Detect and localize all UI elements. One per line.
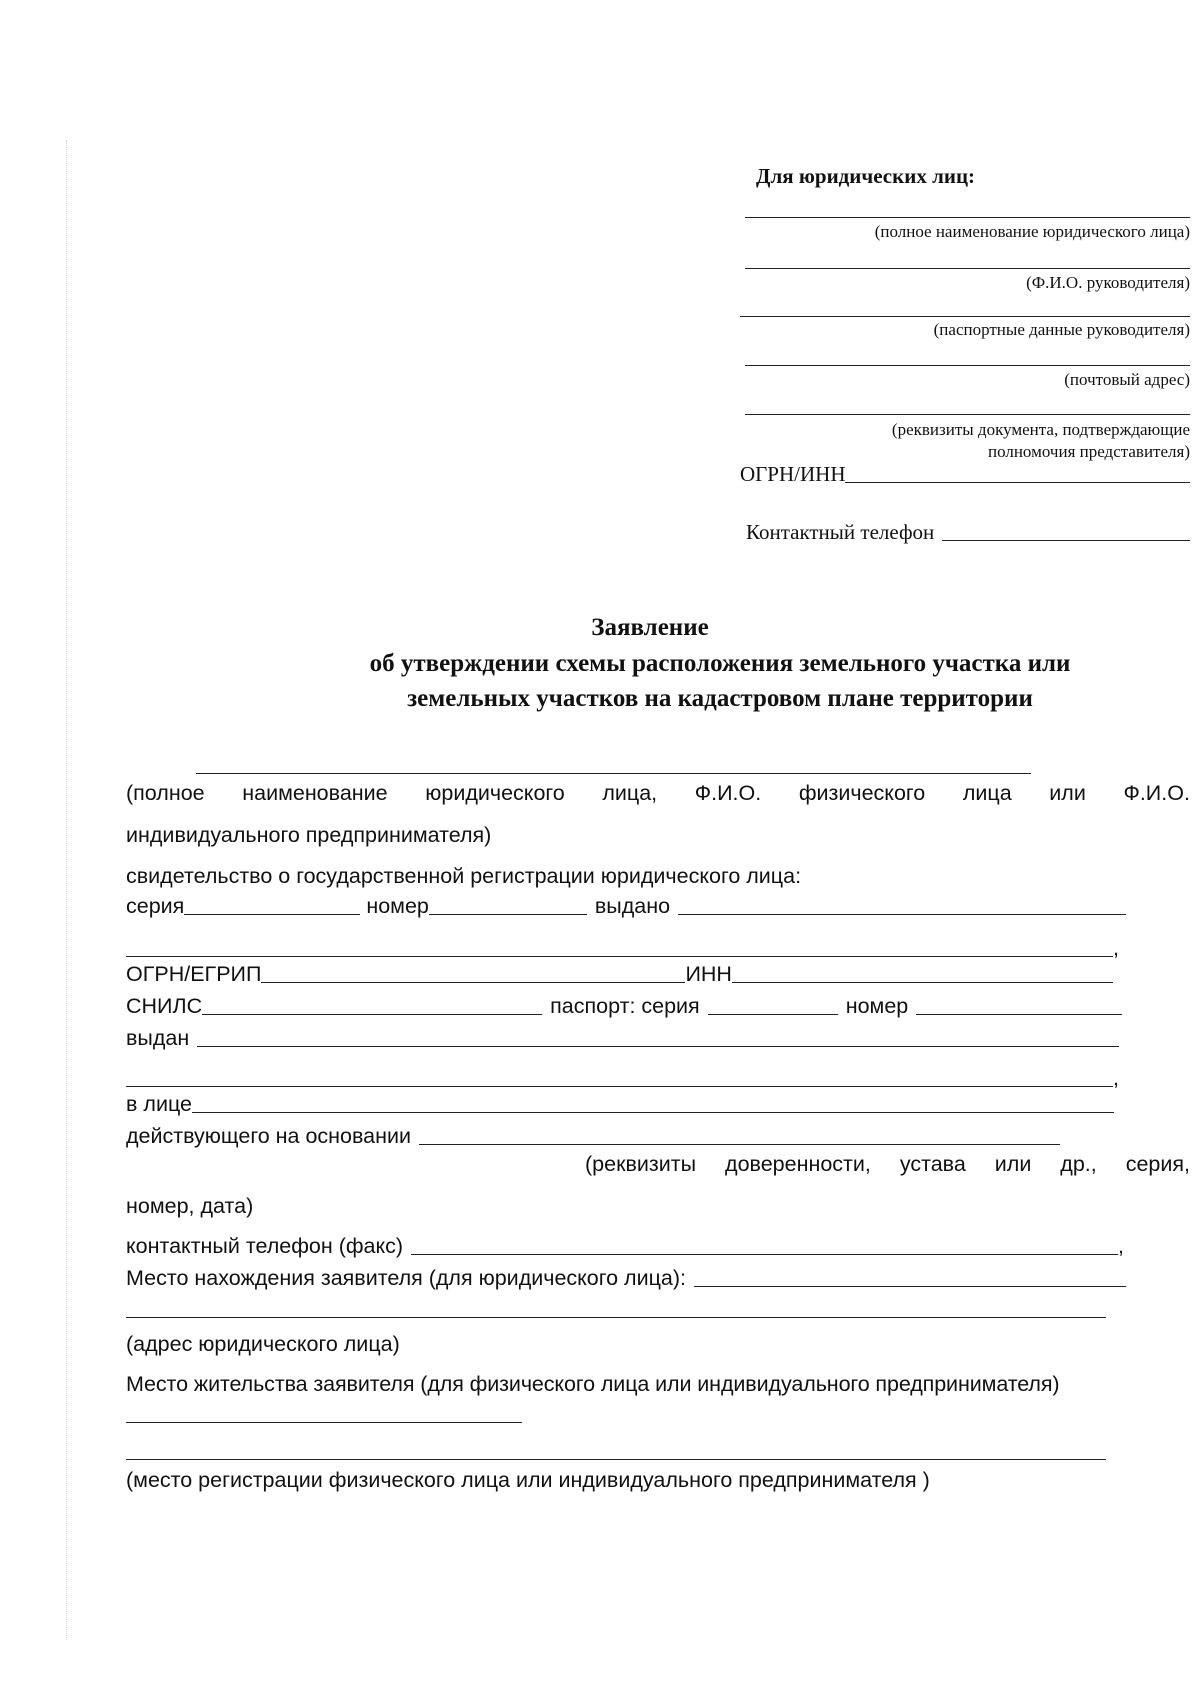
registration-caption: (место регистрации физического лица или индивидуального предпринимателя ) xyxy=(126,1468,930,1492)
scan-margin-artifact xyxy=(66,140,67,1640)
residence-blank-short xyxy=(126,1422,522,1423)
authority-caption-line1: (реквизиты документа, подтверждающие xyxy=(891,420,1190,439)
caption-word: (реквизиты xyxy=(585,1152,697,1176)
head-passport-line xyxy=(740,316,1190,317)
head-name-caption: (Ф.И.О. руководителя) xyxy=(1026,273,1190,292)
head-passport-caption: (паспортные данные руководителя) xyxy=(933,320,1190,339)
number-label: номер xyxy=(366,894,429,918)
caption-word: (полное xyxy=(126,781,205,805)
contact-phone-blank[interactable] xyxy=(411,1234,1118,1255)
applicant-caption xyxy=(126,781,1190,806)
ogrn-egrip-label: ОГРН/ЕГРИП xyxy=(126,962,262,986)
acting-basis-blank[interactable] xyxy=(419,1124,1060,1145)
document-subtitle-line2: земельных участков на кадастровом плане территории xyxy=(407,685,1033,712)
snils-label: СНИЛС xyxy=(126,994,203,1018)
issued-label: выдано xyxy=(594,894,671,918)
ogrn-egrip-blank[interactable] xyxy=(261,962,685,983)
location-label: Место нахождения заявителя (для юридического лица): xyxy=(126,1266,687,1290)
inn-blank[interactable] xyxy=(732,962,1113,983)
full-name-caption: (полное наименование юридического лица) xyxy=(874,222,1190,241)
snils-blank[interactable] xyxy=(202,994,542,1015)
requisites-caption xyxy=(585,1152,1190,1177)
location-blank[interactable] xyxy=(694,1266,1126,1287)
caption-word: др., xyxy=(1060,1152,1097,1176)
authority-caption-line2: полномочия представителя) xyxy=(987,442,1190,461)
caption-word: юридического xyxy=(425,781,565,805)
ogrn-inn-blank[interactable] xyxy=(845,462,1190,483)
represented-by-blank[interactable] xyxy=(192,1092,1114,1113)
legal-address-caption: (адрес юридического лица) xyxy=(126,1332,400,1356)
header-phone-label: Контактный телефон xyxy=(746,520,935,544)
caption-word: лица, xyxy=(602,781,658,805)
applicant-name-line xyxy=(196,773,1031,774)
passport-series-blank[interactable] xyxy=(708,994,838,1015)
snils-passport-row xyxy=(126,994,1122,1019)
authority-doc-line xyxy=(745,414,1190,415)
passport-issued-continuation-blank[interactable] xyxy=(126,1066,1113,1087)
residence-label: Место жительства заявителя (для физического лица или индивидуального предпринимателя) xyxy=(126,1372,1060,1396)
caption-word: серия, xyxy=(1125,1152,1190,1176)
ogrn-egrip-row xyxy=(126,962,1113,987)
document-title: Заявление xyxy=(591,614,709,641)
passport-issued-label: выдан xyxy=(126,1026,190,1050)
location-continuation-line xyxy=(126,1317,1106,1318)
contact-phone-label: контактный телефон (факс) xyxy=(126,1234,404,1258)
certificate-label: свидетельство о государственной регистрации юридического лица: xyxy=(126,864,802,888)
acting-basis-row xyxy=(126,1124,1060,1149)
issued-blank[interactable] xyxy=(678,894,1126,915)
full-name-line xyxy=(745,217,1190,218)
header-phone-field[interactable] xyxy=(746,520,1190,545)
postal-address-line xyxy=(745,365,1190,366)
caption-word: устава xyxy=(899,1152,966,1176)
ogrn-inn-field[interactable] xyxy=(740,462,1190,487)
series-blank[interactable] xyxy=(184,894,360,915)
represented-by-row xyxy=(126,1092,1114,1117)
ogrn-inn-label: ОГРН/ИНН xyxy=(740,462,846,486)
contact-phone-row xyxy=(126,1234,1124,1259)
caption-word: или xyxy=(1049,781,1086,805)
head-name-line xyxy=(745,268,1190,269)
passport-number-blank[interactable] xyxy=(916,994,1122,1015)
header-phone-blank[interactable] xyxy=(942,520,1190,541)
passport-issued-row xyxy=(126,1026,1119,1051)
issued-continuation-row xyxy=(126,936,1119,961)
caption-word: Ф.И.О. xyxy=(694,781,762,805)
comma: , xyxy=(1113,1066,1119,1090)
location-row xyxy=(126,1266,1126,1291)
caption-word: физического xyxy=(798,781,926,805)
header-title: Для юридических лиц: xyxy=(756,164,976,188)
series-label: серия xyxy=(126,894,185,918)
comma: , xyxy=(1113,936,1119,960)
passport-issued-continuation-row xyxy=(126,1066,1119,1091)
passport-number-label: номер xyxy=(845,994,909,1018)
issued-continuation-blank[interactable] xyxy=(126,936,1113,957)
passport-series-label: паспорт: серия xyxy=(550,994,700,1018)
residence-blank-long xyxy=(126,1459,1106,1460)
acting-basis-label: действующего на основании xyxy=(126,1124,412,1148)
certificate-series-row xyxy=(126,894,1126,919)
represented-by-label: в лице xyxy=(126,1092,192,1116)
passport-issued-blank[interactable] xyxy=(197,1026,1119,1047)
number-blank[interactable] xyxy=(429,894,587,915)
requisites-caption-continued: номер, дата) xyxy=(126,1194,254,1218)
caption-word: доверенности, xyxy=(725,1152,871,1176)
postal-address-caption: (почтовый адрес) xyxy=(1064,370,1190,389)
caption-word: Ф.И.О. xyxy=(1123,781,1190,805)
document-subtitle-line1: об утверждении схемы расположения земельного участка или xyxy=(369,650,1071,677)
caption-word: наименование xyxy=(242,781,388,805)
inn-label: ИНН xyxy=(685,962,732,986)
caption-word: или xyxy=(994,1152,1032,1176)
comma: , xyxy=(1118,1234,1124,1258)
applicant-caption-continued: индивидуального предпринимателя) xyxy=(126,823,492,847)
caption-word: лица xyxy=(962,781,1012,805)
